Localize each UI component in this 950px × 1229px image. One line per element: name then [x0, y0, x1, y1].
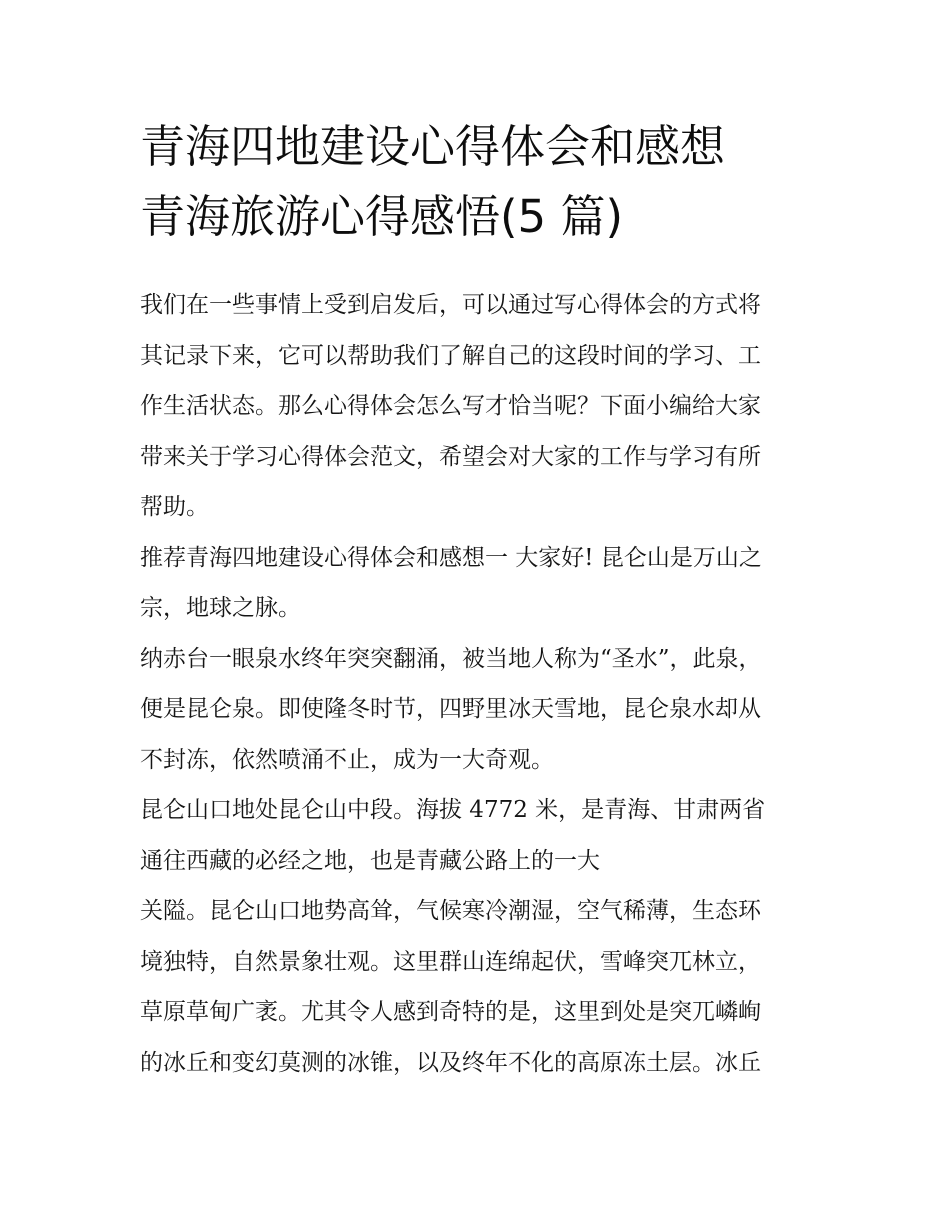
paragraph-line: 境独特，自然景象壮观。这里群山连绵起伏，雪峰突兀林立， [140, 948, 761, 975]
document-title [140, 112, 840, 252]
paragraph-line: 草原草甸广袤。尤其令人感到奇特的是，这里到处是突兀嶙峋 [140, 999, 761, 1025]
paragraph-pass [140, 785, 820, 886]
paragraph-recommend [140, 533, 820, 634]
paragraph-line: 便是昆仑泉。即使隆冬时节，四野里冰天雪地，昆仑泉水却从 [140, 696, 761, 722]
paragraph-line: 的冰丘和变幻莫测的冰锥，以及终年不化的高原冻土层。冰丘 [140, 1049, 761, 1076]
paragraph-intro [140, 280, 820, 533]
paragraph-line: 不封冻，依然喷涌不止，成为一大奇观。 [140, 746, 554, 773]
paragraph-line: 帮助。 [140, 494, 209, 520]
paragraph-line: 关隘。昆仑山口地势高耸，气候寒冷潮湿，空气稀薄，生态环 [140, 898, 761, 924]
paragraph-line: 我们在一些事情上受到启发后，可以通过写心得体会的方式将 [140, 292, 761, 318]
paragraph-line: 昆仑山口地处昆仑山中段。海拔 4772 米，是青海、甘肃两省 [140, 797, 766, 823]
paragraph-landscape [140, 886, 820, 1088]
paragraph-line: 通往西藏的必经之地，也是青藏公路上的一大 [140, 847, 600, 874]
document-body [140, 280, 820, 1088]
paragraph-line: 作生活状态。那么心得体会怎么写才恰当呢？下面小编给大家 [140, 393, 761, 419]
title-line-2: 青海旅游心得感悟(5 篇) [140, 190, 624, 243]
paragraph-line: 推荐青海四地建设心得体会和感想一 大家好! 昆仑山是万山之 [140, 544, 762, 571]
paragraph-spring [140, 634, 820, 786]
paragraph-line: 其记录下来，它可以帮助我们了解自己的这段时间的学习、工 [140, 342, 761, 369]
paragraph-line: 带来关于学习心得体会范文，希望会对大家的工作与学习有所 [140, 443, 761, 470]
paragraph-line: 纳赤台一眼泉水终年突突翻涌，被当地人称为“圣水”，此泉， [140, 645, 762, 672]
title-line-1: 青海四地建设心得体会和感想 [140, 120, 726, 173]
paragraph-line: 宗，地球之脉。 [140, 595, 301, 621]
